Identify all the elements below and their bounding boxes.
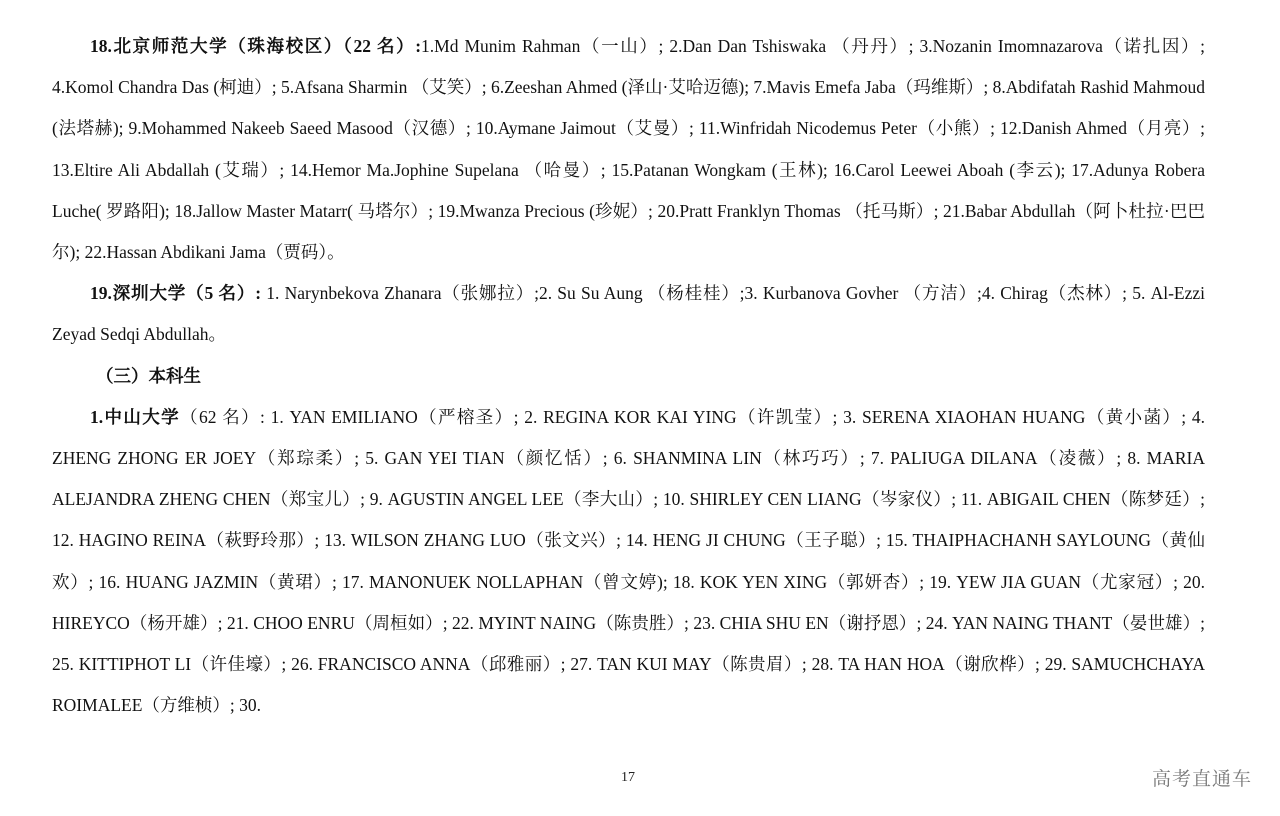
watermark-logo-text: 高考直通车: [1151, 768, 1252, 790]
page-number: 17: [621, 770, 635, 785]
list-shenzhen-university: 1. Narynbekova Zhanara（张娜拉）;2. Su Su Aung （杨桂桂）;3. Kurbanova Govher （方洁）;4. Chirag（杰林）; 5. Al-Ezzi Zeyad Sedqi Abdullah。: [52, 283, 1206, 345]
paragraph-shenzhen-university: [52, 273, 1205, 355]
count-sun-yat-sen: （62 名）:: [180, 406, 265, 427]
heading-shenzhen-university: 19.深圳大学（5 名）:: [90, 283, 262, 304]
heading-bnu-zhuhai: 18.北京师范大学（珠海校区）（22 名）:: [90, 36, 422, 56]
paragraph-sun-yat-sen: [52, 397, 1205, 727]
list-sun-yat-sen: 1. YAN EMILIANO（严榕圣）; 2. REGINA KOR KAI YING（许凯莹）; 3. SERENA XIAOHAN HUANG（黄小菡）; 4. ZHENG ZHONG ER JOEY（郑琮柔）; 5. GAN YEI TIAN（颜忆恬）; 6. SHANMINA LIN（林巧巧）; 7. PALIUGA DILANA（凌薇）; 8. MARIA ALEJANDRA ZHENG CHEN（郑宝儿）; 9. AGUSTIN ANGEL LEE（李大山）; 10. SHIRLEY CEN LIANG（岑家仪）; 11. ABIGAIL CHEN（陈梦廷）; 12. HAGINO REINA（萩野玲那）; 13. WILSON ZHANG LUO（张文兴）; 14. HENG JI CHUNG（王子聪）; 15. THAIPHACHANH SAYLOUNG（黄仙欢）; 16. HUANG JAZMIN（黄珺）; 17. MANONUEK NOLLAPHAN（曾文婷); 18. KOK YEN XING（郭妍杏）; 19. YEW JIA GUAN（尤家冠）; 20. HIREYCO（杨开雄）; 21. CHOO ENRU（周桓如）; 22. MYINT NAING（陈贵胜）; 23. CHIA SHU EN（谢抒恩）; 24. YAN NAING THANT（晏世雄）; 25. KITTIPHOT LI（许佳壕）; 26. FRANCISCO ANNA（邱雅丽）; 27. TAN KUI MAY（陈贵眉）; 28. TA HAN HOA（谢欣桦）; 29. SAMUCHCHAYA ROIMALEE（方维桢）; 30.: [52, 406, 1206, 716]
paragraph-bnu-zhuhai: [52, 26, 1205, 273]
document-page: [52, 26, 1205, 726]
heading-sun-yat-sen: 1.中山大学: [90, 406, 181, 427]
section-title-undergraduate: （三）本科生: [96, 365, 201, 386]
list-bnu-zhuhai: 1.Md Munim Rahman（一山）; 2.Dan Dan Tshiswaka （丹丹）; 3.Nozanin Imomnazarova（诺扎因）; 4.Komol Chandra Das (柯迪）; 5.Afsana Sharmin （艾笑）; 6.Zeeshan Ahmed (泽山·艾哈迈德); 7.Mavis Emefa Jaba（玛维斯）; 8.Abdifatah Rashid Mahmoud (法塔赫); 9.Mohammed Nakeeb Saeed Masood（汉德）; 10.Aymane Jaimout（艾曼）; 11.Winfridah Nicodemus Peter（小熊）; 12.Danish Ahmed（月亮）; 13.Eltire Ali Abdallah (艾瑞）; 14.Hemor Ma.Jophine Supelana （哈曼）; 15.Patanan Wongkam (王林); 16.Carol Leewei Aboah (李云); 17.Adunya Robera Luche( 罗路阳); 18.Jallow Master Matarr( 马塔尔）; 19.Mwanza Precious (珍妮）; 20.Pratt Franklyn Thomas （托马斯）; 21.Babar Abdullah（阿卜杜拉·巴巴尔); 22.Hassan Abdikani Jama（贾码）。: [52, 36, 1205, 263]
